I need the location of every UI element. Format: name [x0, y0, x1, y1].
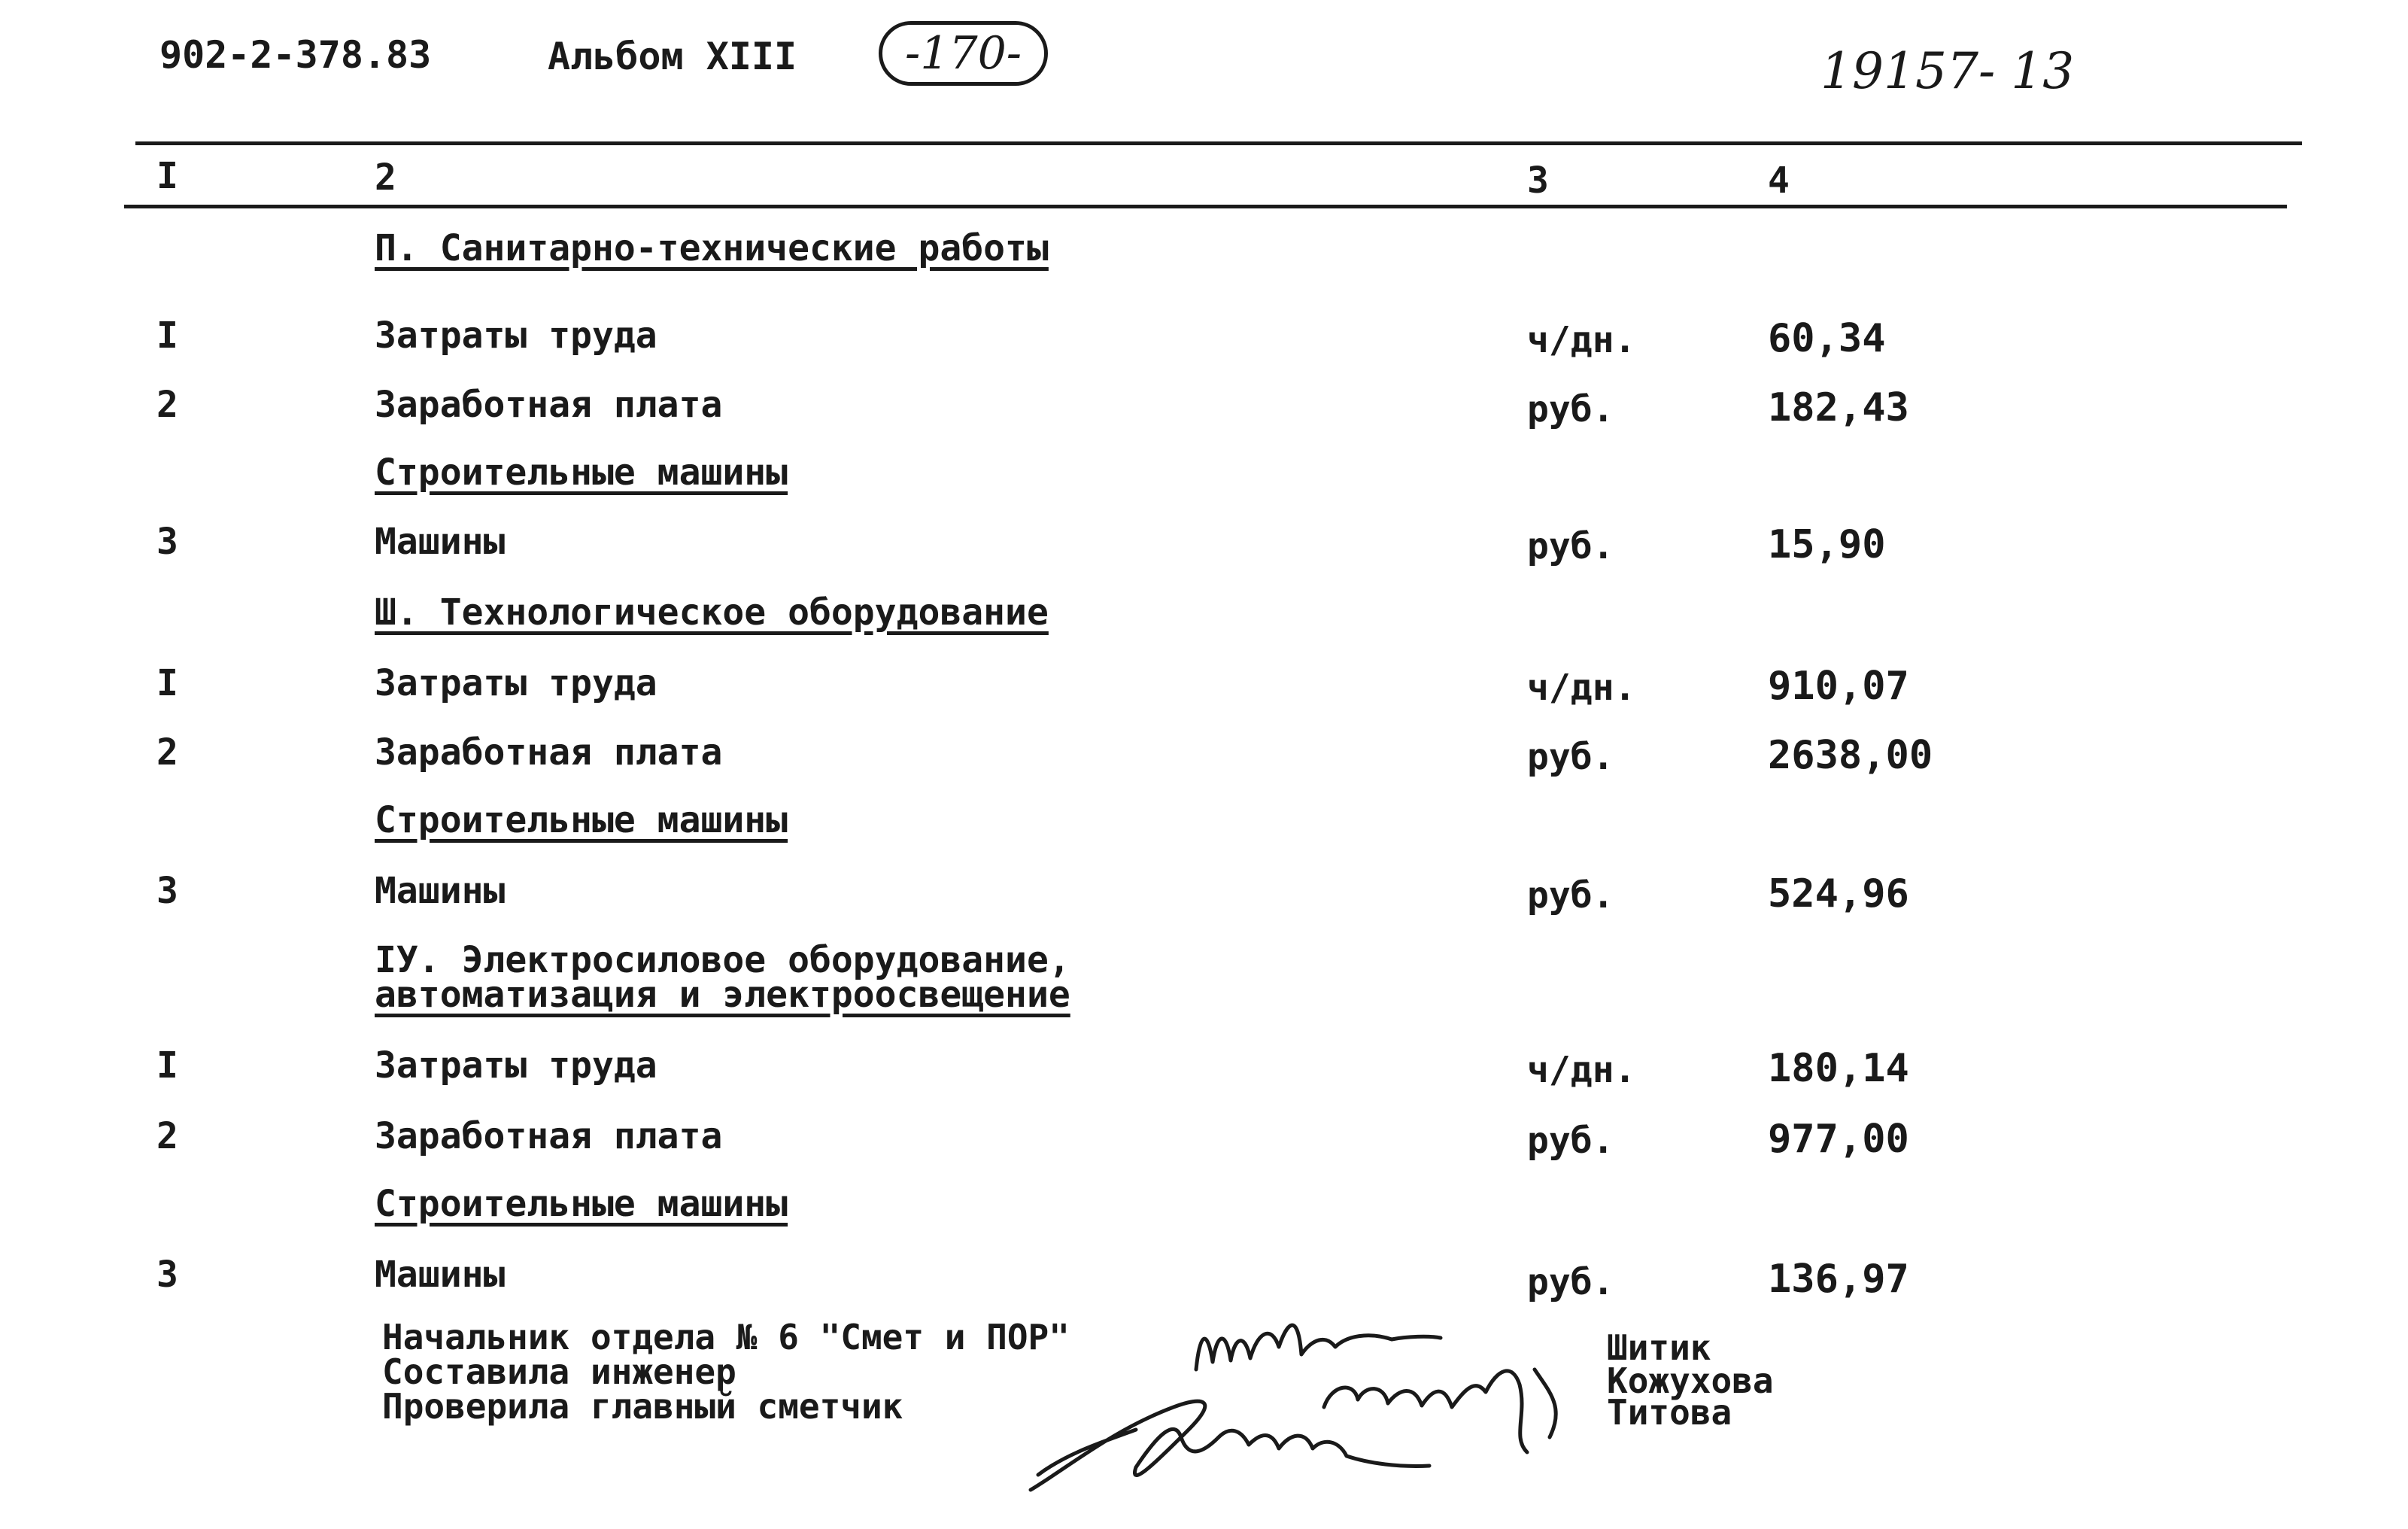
- row-unit: руб.: [1527, 525, 1614, 567]
- subsection-title: Строительные машины: [375, 799, 788, 841]
- row-number: 2: [156, 731, 178, 774]
- row-name: Затраты труда: [375, 315, 657, 357]
- row-name: Затраты труда: [375, 1044, 657, 1087]
- row-number: 2: [156, 384, 178, 426]
- row-number: 3: [156, 870, 178, 912]
- signature-engineer: [1324, 1369, 1556, 1452]
- col-header-2: 2: [375, 157, 396, 199]
- row-number: 3: [156, 1254, 178, 1296]
- signatory-name-3: Титова: [1607, 1392, 1732, 1433]
- row-unit: руб.: [1527, 1261, 1614, 1303]
- row-value: 182,43: [1768, 385, 1909, 430]
- section-title-line2: автоматизация и электроосвещение: [375, 974, 1070, 1016]
- subsection-title: Строительные машины: [375, 451, 788, 494]
- row-unit: ч/дн.: [1527, 667, 1636, 709]
- subsection-title: Строительные машины: [375, 1183, 788, 1225]
- section-title: П. Санитарно-технические работы: [375, 227, 1049, 269]
- row-unit: руб.: [1527, 1120, 1614, 1162]
- row-number: I: [156, 662, 178, 704]
- row-value: 60,34: [1768, 316, 1886, 361]
- row-name: Заработная плата: [375, 1115, 723, 1157]
- row-number: I: [156, 315, 178, 357]
- signature-checker: [1031, 1401, 1429, 1490]
- row-value: 524,96: [1768, 871, 1909, 916]
- album-label: Альбом XIII: [548, 35, 797, 78]
- row-unit: руб.: [1527, 874, 1614, 916]
- row-value: 15,90: [1768, 522, 1886, 567]
- col-header-3: 3: [1527, 160, 1549, 202]
- row-unit: руб.: [1527, 736, 1614, 778]
- row-name: Заработная плата: [375, 731, 723, 774]
- section-title-line1: IУ. Электросиловое оборудование,: [375, 939, 1070, 981]
- archive-number: 19157- 13: [1820, 42, 2075, 100]
- col-header-1: I: [156, 155, 178, 197]
- row-value: 180,14: [1768, 1046, 1909, 1091]
- section-title: Ш. Технологическое оборудование: [375, 591, 1049, 634]
- row-value: 977,00: [1768, 1117, 1909, 1162]
- row-name: Заработная плата: [375, 384, 723, 426]
- row-value: 2638,00: [1768, 733, 1933, 778]
- row-unit: ч/дн.: [1527, 319, 1636, 361]
- row-name: Машины: [375, 521, 506, 563]
- row-number: I: [156, 1044, 178, 1087]
- signature-role-head: Начальник отдела № 6 "Смет и ПОР": [382, 1317, 1070, 1357]
- row-name: Затраты труда: [375, 662, 657, 704]
- signature-role-checker: Проверила главный сметчик: [382, 1386, 903, 1427]
- row-value: 910,07: [1768, 664, 1909, 709]
- col-header-4: 4: [1768, 160, 1790, 202]
- signatory-name-2: Кожухова: [1607, 1360, 1774, 1401]
- row-value: 136,97: [1768, 1257, 1909, 1302]
- signatory-name-1: Шитик: [1607, 1327, 1711, 1368]
- document-code: 902-2-378.83: [159, 33, 432, 77]
- row-name: Машины: [375, 870, 506, 912]
- row-name: Машины: [375, 1254, 506, 1296]
- row-number: 2: [156, 1115, 178, 1157]
- signature-role-engineer: Составила инженер: [382, 1351, 736, 1392]
- page-stamp: -170-: [879, 21, 1048, 86]
- row-unit: ч/дн.: [1527, 1049, 1636, 1091]
- signature-head: [1196, 1325, 1441, 1369]
- row-unit: руб.: [1527, 388, 1614, 430]
- row-number: 3: [156, 521, 178, 563]
